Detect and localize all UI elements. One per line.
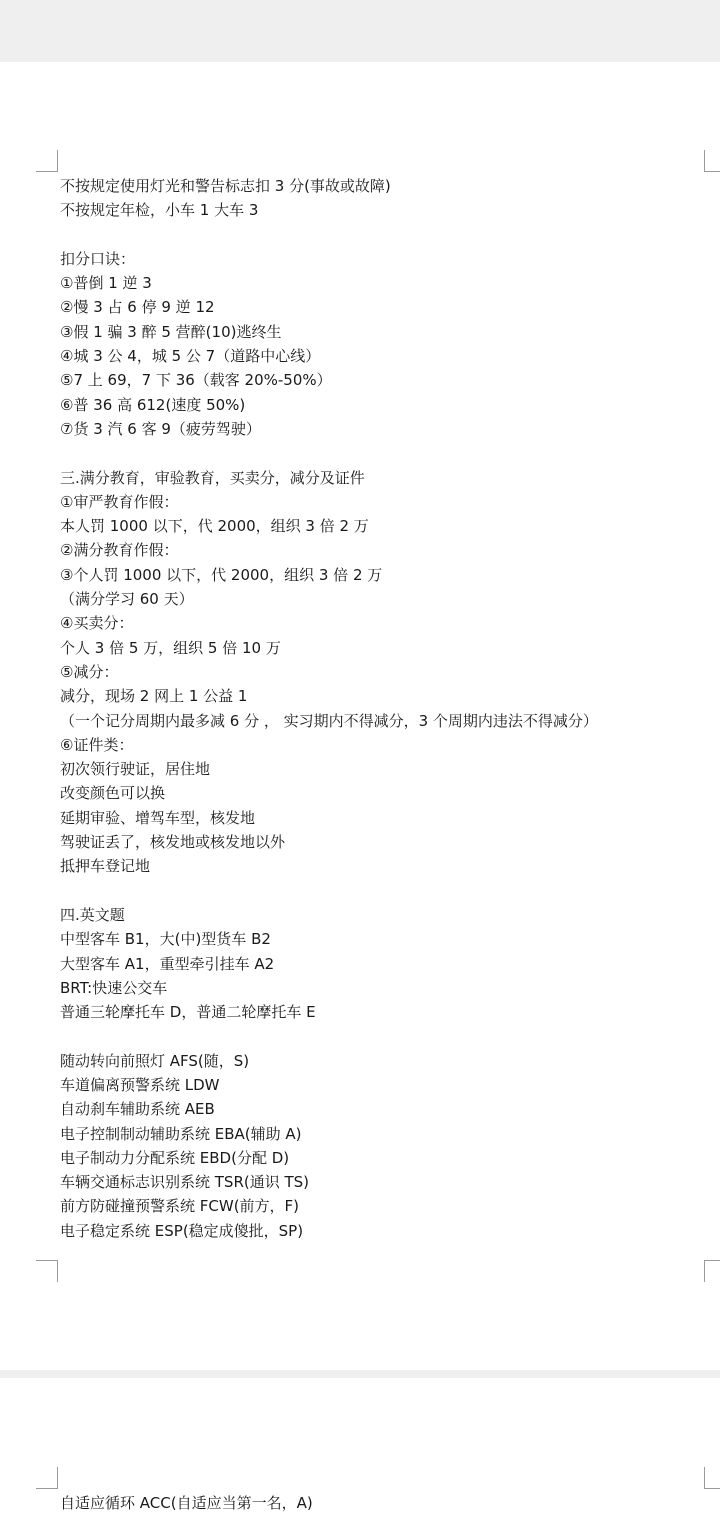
margin-mark-bottom-left [36, 1260, 58, 1282]
text-line: 不按规定使用灯光和警告标志扣 3 分(事故或故障) [60, 177, 391, 195]
text-line: 车辆交通标志识别系统 TSR(通识 TS) [60, 1173, 310, 1192]
blank-line [60, 1024, 700, 1048]
text-line: 抵押车登记地 [60, 857, 151, 876]
text-line: 延期审验、增驾车型，核发地 [60, 808, 256, 827]
text-line: 普通三轮摩托车 D，普通二轮摩托车 E [60, 1003, 316, 1022]
text-line: 四.英文题 [60, 905, 125, 924]
blank-line [60, 879, 700, 903]
text-line: ②慢 3 占 6 停 9 逆 12 [60, 298, 215, 317]
page-2-text [60, 1491, 700, 1515]
text-line: 不按规定年检，小车 1 大车 3 [60, 201, 259, 220]
margin-mark-top-left [36, 150, 58, 172]
text-line: 车道偏离预警系统 LDW [60, 1075, 220, 1094]
blank-line [60, 223, 700, 247]
text-line: ⑥证件类： [60, 735, 134, 754]
text-line: 中型客车 B1，大(中)型货车 B2 [60, 930, 271, 949]
text-line: 前方防碰撞预警系统 FCW(前方，F) [60, 1197, 300, 1216]
margin-mark-top-right [704, 150, 720, 172]
text-line: ⑥普 36 高 612(速度 50%) [60, 395, 246, 414]
margin-mark-bottom-right [704, 1260, 720, 1282]
text-line: ⑤7 上 69，7 下 36（载客 20%-50%） [60, 371, 332, 390]
text-line: ④城 3 公 4，城 5 公 7（道路中心线） [60, 347, 321, 366]
text-line: ④买卖分： [60, 614, 134, 633]
text-line: 改变颜色可以换 [60, 784, 166, 803]
text-line: 随动转向前照灯 AFS(随，S) [60, 1051, 250, 1070]
text-line: ①普倒 1 逆 3 [60, 274, 152, 293]
text-line: （满分学习 60 天） [60, 590, 194, 609]
text-line: 初次领行驶证，居住地 [60, 760, 211, 779]
text-line: ⑦货 3 汽 6 客 9（疲劳驾驶） [60, 419, 261, 438]
document-page-1 [0, 62, 720, 1370]
text-line: ③假 1 骗 3 醉 5 营醉(10)逃终生 [60, 322, 282, 341]
text-line: BRT:快速公交车 [60, 978, 168, 997]
text-line: 三.满分教育，审验教育，买卖分，减分及证件 [60, 468, 365, 487]
text-line: 电子稳定系统 ESP(稳定成傻批，SP) [60, 1221, 304, 1240]
text-line: 自适应循环 ACC(自适应当第一名，A) [60, 1494, 313, 1512]
text-line: （一个记分周期内最多减 6 分 ， 实习期内不得减分，3 个周期内违法不得减分） [60, 711, 598, 730]
text-line: ⑤减分： [60, 662, 119, 681]
text-line: 本人罚 1000 以下，代 2000，组织 3 倍 2 万 [60, 517, 369, 536]
margin-mark-top-left [36, 1467, 58, 1489]
text-line: 个人 3 倍 5 万，组织 5 倍 10 万 [60, 638, 281, 657]
text-line: ③个人罚 1000 以下，代 2000，组织 3 倍 2 万 [60, 565, 383, 584]
text-line: 减分，现场 2 网上 1 公益 1 [60, 687, 248, 706]
text-line: 大型客车 A1，重型牵引挂车 A2 [60, 954, 275, 973]
text-line: ①审严教育作假： [60, 492, 179, 511]
text-line: 电子控制制动辅助系统 EBA(辅助 A) [60, 1124, 302, 1143]
document-page-2 [0, 1378, 720, 1520]
text-line: 电子制动力分配系统 EBD(分配 D) [60, 1148, 290, 1167]
blank-line [60, 441, 700, 465]
text-line: 驾驶证丢了，核发地或核发地以外 [60, 833, 286, 852]
text-line: 自动刹车辅助系统 AEB [60, 1100, 215, 1119]
page-1-text [60, 174, 700, 1243]
margin-mark-top-right [704, 1467, 720, 1489]
text-line: ②满分教育作假： [60, 541, 179, 560]
text-line: 扣分口诀： [60, 249, 136, 268]
